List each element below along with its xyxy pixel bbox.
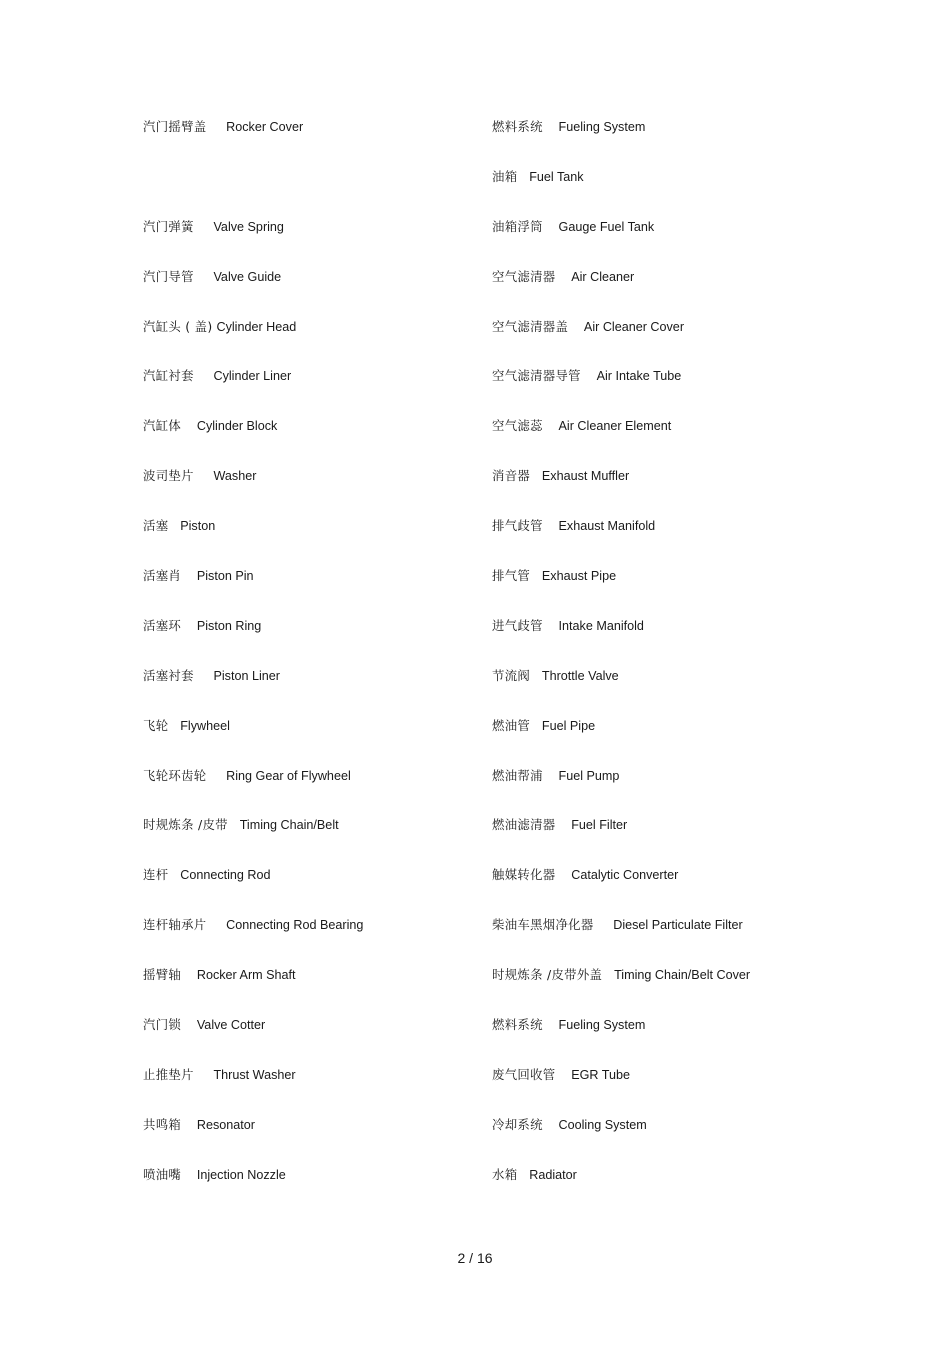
term-chinese: 飞轮 [143, 717, 169, 733]
term-chinese: 汽门弹簧 [143, 218, 194, 234]
term-chinese: 燃油帮浦 [492, 767, 543, 783]
term-english: Fuel Filter [571, 818, 628, 833]
page-number: 2 / 16 [457, 1250, 493, 1266]
term-row [143, 317, 473, 367]
term-chinese: 汽门锁 [143, 1017, 182, 1033]
term-row [492, 117, 912, 167]
term-chinese: 止推垫片 [143, 1066, 194, 1082]
term-chinese: 废气回收管 [492, 1066, 556, 1082]
term-english: Ring Gear of Flywheel [226, 768, 351, 783]
term-row [143, 566, 473, 616]
term-row [143, 1065, 473, 1115]
term-row [492, 267, 912, 317]
term-english: Cylinder Head [216, 319, 297, 334]
term-chinese: 波司垫片 [143, 468, 194, 484]
term-english: Resonator [196, 1117, 255, 1132]
term-chinese: 柴油车黑烟净化器 [492, 917, 594, 933]
term-row [143, 716, 473, 766]
term-row [143, 815, 473, 865]
term-english: Washer [213, 469, 257, 484]
term-row [143, 965, 473, 1015]
term-chinese: 飞轮环齿轮 [143, 767, 207, 783]
term-english: Air Cleaner [571, 269, 635, 284]
left-term-column [143, 117, 473, 1215]
term-english: Valve Guide [213, 269, 282, 284]
term-english: Timing Chain/Belt [239, 818, 339, 833]
term-chinese: 时规炼条 /皮带外盖 [492, 967, 603, 983]
term-row [492, 516, 912, 566]
term-chinese: 油箱 [492, 168, 518, 184]
term-english: Timing Chain/Belt Cover [614, 968, 751, 983]
term-chinese: 水箱 [492, 1166, 518, 1182]
term-row [143, 1115, 473, 1165]
term-chinese: 节流阀 [492, 667, 531, 683]
term-row [143, 1165, 473, 1215]
term-english: Thrust Washer [213, 1067, 296, 1082]
term-english: Exhaust Muffler [541, 469, 630, 484]
term-row [143, 865, 473, 915]
term-english: Fuel Tank [529, 169, 584, 184]
term-chinese: 空气滤清器盖 [492, 318, 569, 334]
term-chinese: 冷却系统 [492, 1116, 543, 1132]
term-english: Piston Ring [196, 618, 262, 633]
term-chinese: 消音器 [492, 468, 531, 484]
term-row [143, 117, 473, 167]
term-english: Rocker Arm Shaft [196, 968, 296, 983]
term-english: Air Cleaner Element [558, 419, 672, 434]
term-chinese: 触媒转化器 [492, 867, 556, 883]
term-chinese: 排气管 [492, 568, 531, 584]
term-chinese: 空气滤清器 [492, 268, 556, 284]
term-row [492, 1065, 912, 1115]
term-row [143, 366, 473, 416]
term-chinese: 摇臂轴 [143, 967, 182, 983]
term-row [143, 915, 473, 965]
term-english: Air Cleaner Cover [583, 319, 685, 334]
term-row [492, 815, 912, 865]
term-row [492, 666, 912, 716]
term-chinese: 汽缸衬套 [143, 368, 194, 384]
term-row [143, 416, 473, 466]
term-chinese: 汽门导管 [143, 268, 194, 284]
term-row [492, 915, 912, 965]
term-chinese: 排气歧管 [492, 518, 543, 534]
term-english: Diesel Particulate Filter [613, 918, 743, 933]
term-row [143, 1015, 473, 1065]
term-english: Valve Cotter [196, 1018, 266, 1033]
term-english: Rocker Cover [226, 120, 304, 134]
term-row [143, 466, 473, 516]
term-english: Throttle Valve [541, 668, 619, 683]
term-row [492, 766, 912, 816]
term-english: Exhaust Manifold [558, 519, 656, 534]
term-chinese: 汽缸头 ( 盖) [143, 318, 213, 334]
term-chinese: 燃油滤清器 [492, 817, 556, 833]
term-row [143, 516, 473, 566]
term-chinese: 活塞 [143, 518, 169, 534]
term-english: Catalytic Converter [571, 868, 679, 883]
term-row [492, 1015, 912, 1065]
term-english: Fueling System [558, 120, 646, 134]
term-english: Piston Pin [196, 569, 254, 584]
term-english: Radiator [529, 1167, 577, 1182]
term-english: Fuel Pump [558, 768, 620, 783]
term-row [143, 766, 473, 816]
term-english: Air Intake Tube [596, 369, 682, 384]
term-chinese: 活塞环 [143, 617, 182, 633]
term-row [492, 466, 912, 516]
term-row [492, 366, 912, 416]
term-english: Cylinder Block [196, 419, 278, 434]
term-english: Exhaust Pipe [541, 569, 617, 584]
term-chinese: 喷油嘴 [143, 1166, 182, 1182]
term-chinese: 汽缸体 [143, 418, 182, 434]
term-english: EGR Tube [571, 1067, 631, 1082]
term-row [492, 865, 912, 915]
term-english: Flywheel [180, 718, 230, 733]
term-row [143, 666, 473, 716]
term-row [492, 1165, 912, 1215]
term-english: Piston [180, 519, 216, 534]
term-english: Piston Liner [213, 668, 280, 683]
term-row [492, 716, 912, 766]
term-chinese: 活塞衬套 [143, 667, 194, 683]
term-chinese: 连杆 [143, 867, 169, 883]
term-row [143, 267, 473, 317]
right-term-column [492, 117, 912, 1215]
term-chinese: 共鸣箱 [143, 1116, 182, 1132]
term-row [143, 167, 473, 217]
term-chinese: 燃油管 [492, 717, 531, 733]
term-chinese: 进气歧管 [492, 617, 543, 633]
term-row [492, 965, 912, 1015]
term-english: Fueling System [558, 1018, 646, 1033]
term-english: Cooling System [558, 1117, 647, 1132]
term-english: Intake Manifold [558, 618, 644, 633]
term-row [492, 1115, 912, 1165]
term-row [492, 566, 912, 616]
term-english: Gauge Fuel Tank [558, 219, 655, 234]
term-english: Injection Nozzle [196, 1167, 286, 1182]
term-chinese: 燃料系统 [492, 119, 543, 134]
term-row [492, 167, 912, 217]
term-chinese: 空气滤蕊 [492, 418, 543, 434]
term-chinese: 汽门摇臂盖 [143, 119, 207, 134]
term-english: Fuel Pipe [541, 718, 596, 733]
term-row [492, 616, 912, 666]
term-chinese: 活塞肖 [143, 568, 182, 584]
term-row [143, 217, 473, 267]
term-row [492, 317, 912, 367]
term-english: Connecting Rod Bearing [226, 918, 364, 933]
term-english: Valve Spring [213, 219, 284, 234]
term-chinese: 燃料系统 [492, 1017, 543, 1033]
term-row [492, 416, 912, 466]
term-english: Cylinder Liner [213, 369, 292, 384]
term-chinese: 油箱浮筒 [492, 218, 543, 234]
term-chinese: 连杆轴承片 [143, 917, 207, 933]
term-chinese: 空气滤清器导管 [492, 368, 581, 384]
term-row [143, 616, 473, 666]
term-row [492, 217, 912, 267]
term-chinese: 时规炼条 /皮带 [143, 817, 228, 833]
term-english: Connecting Rod [180, 868, 271, 883]
